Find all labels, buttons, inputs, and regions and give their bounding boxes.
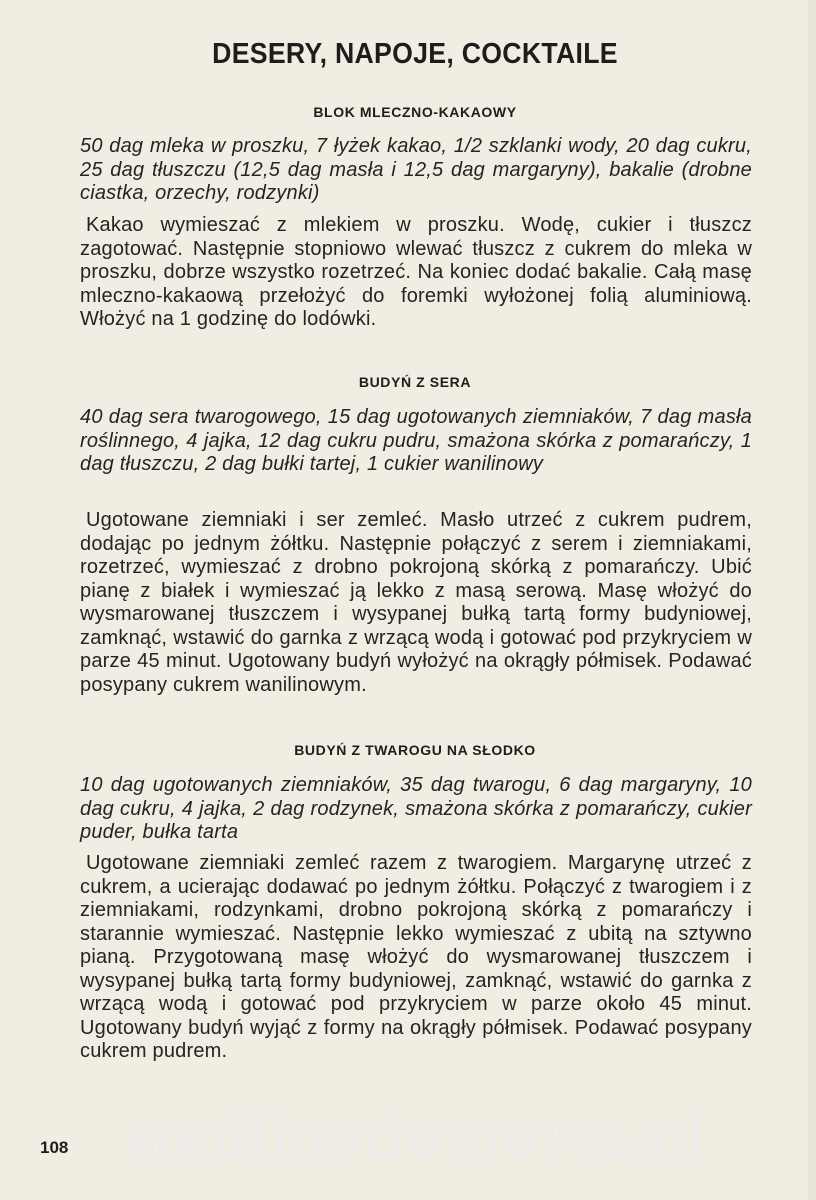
watermark: wedlinydomowe.pl <box>124 1103 708 1172</box>
recipe-ingredients: 40 dag sera twarogowego, 15 dag ugotowanych ziemniaków, 7 dag masła roślinnego, 4 jajka, 12 dag cukru pudru, smażona skórka z pomarańczy, 1 dag tłuszczu, 2 dag bułki tartej, 1 cukier wanilinowy <box>80 406 752 475</box>
recipe-ingredients: 50 dag mleka w proszku, 7 łyżek kakao, 1/2 szklanki wody, 20 dag cukru, 25 dag tłuszczu (12,5 dag masła i 12,5 dag margaryny), bakalie (drobne ciastka, orzechy, rodzynki) <box>80 135 752 204</box>
recipe-ingredients: 10 dag ugotowanych ziemniaków, 35 dag twarogu, 6 dag margaryny, 10 dag cukru, 4 jajka, 2 dag rodzynek, smażona skórka z pomarańczy, cukier puder, bułka tarta <box>80 774 752 843</box>
recipe-instructions: Kakao wymieszać z mlekiem w proszku. Wodę, cukier i tłuszcz zagotować. Następnie stopniowo wlewać tłuszcz z cukrem do mleka w proszku, dobrze wszystko rozetrzeć. Na koniec dodać bakalie. Całą masę mleczno-kakaową przełożyć do foremki wyłożonej folią aluminiową. Włożyć na 1 godzinę do lodówki. <box>80 214 752 330</box>
chapter-title: DESERY, NAPOJE, COCKTAILE <box>212 38 618 70</box>
recipe-instructions: Ugotowane ziemniaki i ser zemleć. Masło utrzeć z cukrem pudrem, dodając po jednym żółtku. Następnie połączyć z serem i ziemniakami, rozetrzeć, wymieszać z drobno pokrojoną skórką z pomarańczy. Ubić pianę z białek i wymieszać ją lekko z masą serową. Masę włożyć do wysmarowanej tłuszczem i wysypanej bułką tartą formy budyniowej, zamknąć, wstawić do garnka z wrzącą wodą i gotować pod przykryciem w parze 45 minut. Ugotowany budyń wyłożyć na okrągły półmisek. Podawać posypany cukrem wanilinowym. <box>80 509 752 696</box>
page-edge <box>808 0 816 1200</box>
recipe-title: BUDYŃ Z TWAROGU NA SŁODKO <box>294 742 536 758</box>
recipe-title: BUDYŃ Z SERA <box>358 374 472 390</box>
page-number: 108 <box>40 1138 69 1157</box>
recipe-title: BLOK MLECZNO-KAKAOWY <box>313 104 517 120</box>
recipe-instructions: Ugotowane ziemniaki zemleć razem z twarogiem. Margarynę utrzeć z cukrem, a ucierając dodawać po jednym żółtku. Połączyć z twarogiem i z ziemniakami, rodzynkami, drobno pokrojoną skórką z pomarańczy i starannie wymieszać. Następnie lekko wymieszać z ubitą na sztywno pianą. Przygotowaną masę włożyć do wysmarowanej tłuszczem i wysypanej bułką tartą formy budyniowej, zamknąć, wstawić do garnka z wrzącą wodą i gotować pod przykryciem w parze około 45 minut. Ugotowany budyń wyjąć z formy na okrągły półmisek. Podawać posypany cukrem pudrem. <box>80 852 752 1062</box>
